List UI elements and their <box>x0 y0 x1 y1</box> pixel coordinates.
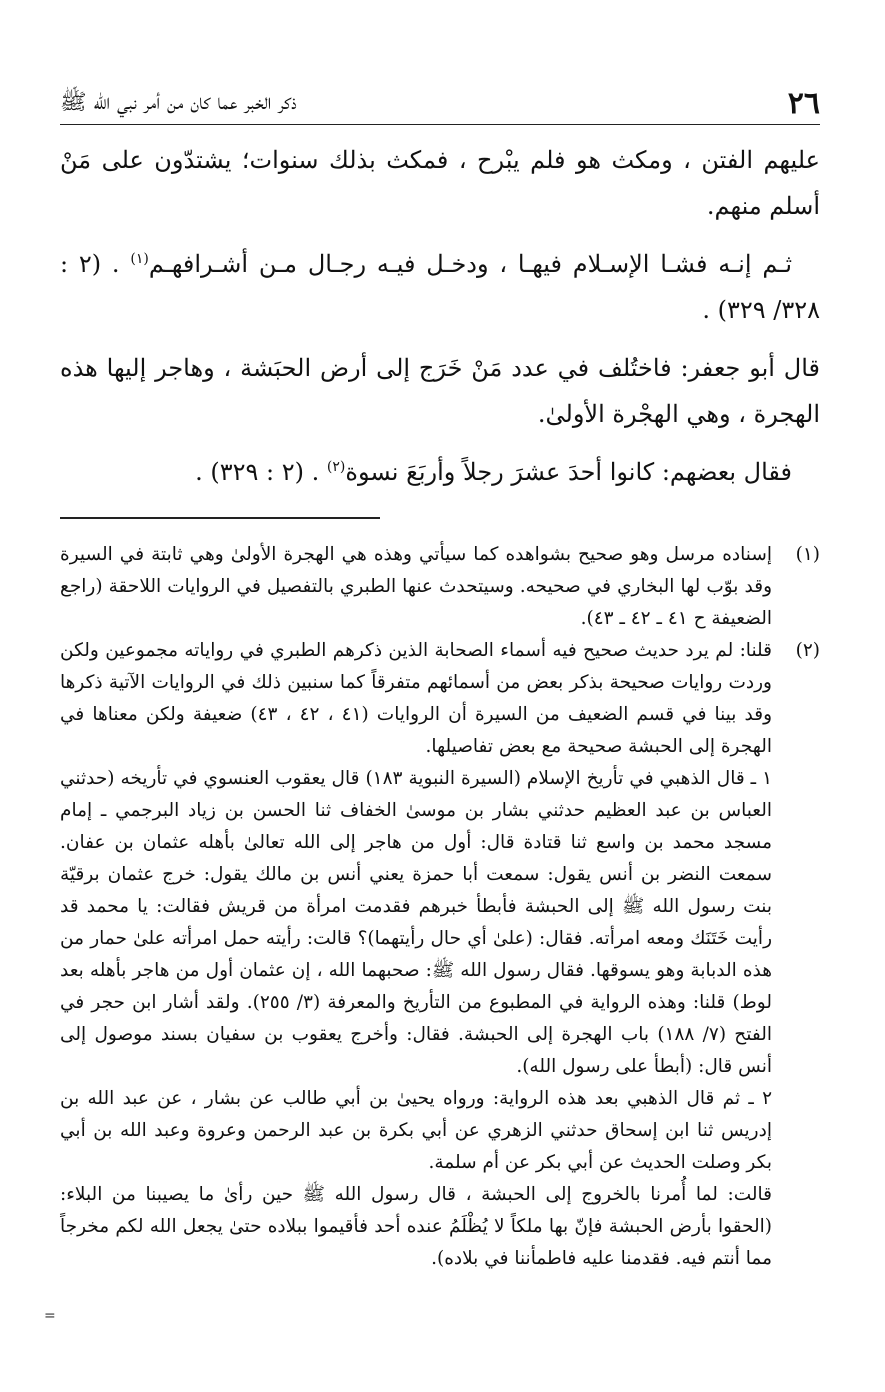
footnote-body <box>60 539 772 635</box>
footnote-marker: (١) <box>795 544 820 565</box>
footnote-ref-2[interactable]: (٢) <box>326 459 346 475</box>
main-text <box>60 137 820 495</box>
running-head: ذكر الخبر عما كان من أمر نبي الله ﷺ <box>60 90 297 115</box>
paragraph-text: عليهم الفتن ، ومكث هو فلم يبْرح ، فمكث بذلك سنوات؛ يشتدّون على مَنْ أسلم منهم. <box>60 146 821 220</box>
paragraph-text: فقال بعضهم: كانوا أحدَ عشرَ رجلاً وأربَعَ نسوة <box>345 458 792 486</box>
footnote-paragraph: ١ ـ قال الذهبي في تأريخ الإسلام (السيرة النبوية ١٨٣) قال يعقوب العنسوي في تأريخه (حدثني العباس بن عبد العظيم حدثني بشار بن موسىٰ الخفاف ثنا الحسن بن زياد البرجمي ـ إمام مسجد محمد بن واسع ثنا قتادة قال: أول من هاجر إلى الله تعالىٰ بأهله عثمان بن عفان. سمعت النضر بن أنس يقول: سمعت أبا حمزة يعني أنس بن مالك يقول: خرج عثمان برقيّة بنت رسول الله ﷺ إلى الحبشة فأبطأ خبرهم فقدمت امرأة من قريش فقالت: يا محمد قد رأيت خَتَنَك ومعه امرأته. فقال: (علىٰ أي حال رأيتهما)؟ قالت: رأيته حمل امرأته علىٰ حمار من هذه الدبابة وهو يسوقها. فقال رسول الله ﷺ: صحبهما الله ، إن عثمان أول من هاجر بأهله بعد لوط) قلنا: وهذه الرواية في المطبوع من التأريخ والمعرفة (٣/ ٢٥٥). ولقد أشار ابن حجر في الفتح (٧/ ١٨٨) باب الهجرة إلى الحبشة. فقال: وأخرج يعقوب بن سفيان بسند موصول إلى أنس قال: (أبطأ على رسول الله). <box>60 768 772 1077</box>
footnote-ref-1[interactable]: (١) <box>130 251 149 267</box>
book-page <box>60 80 820 1275</box>
paragraph-text: ثـم إنـه فشـا الإسـلام فيهـا ، ودخـل فيـه رجـال مـن أشـرافهـم <box>148 250 793 278</box>
footnote-paragraph: قالت: لما أُمرنا بالخروج إلى الحبشة ، قال رسول الله ﷺ حين رأىٰ ما يصيبنا من البلاء: (الحقوا بأرض الحبشة فإنّ بها ملكاً لا يُظْلَمُ عنده أحد فأقيموا ببلاده حتىٰ يجعل الله لكم مخرجاً مما أنتم فيه. فقدمنا عليه فاطمأننا في بلاده). <box>60 1184 772 1269</box>
main-paragraph-4 <box>60 449 820 495</box>
main-paragraph-2 <box>60 241 820 333</box>
citation: . (٢ : ٣٢٩) . <box>195 458 327 486</box>
paragraph-text: قال أبو جعفر: فاختُلف في عدد مَنْ خَرَج إلى أرض الحبَشة ، وهاجر إليها هذه الهجرة ، وهي الهجْرة الأولىٰ. <box>60 354 820 428</box>
main-paragraph-3 <box>60 345 820 437</box>
footnote-2 <box>60 635 820 1275</box>
footnote-marker: (٢) <box>795 640 820 661</box>
footnote-separator <box>60 517 380 519</box>
margin-mark: = <box>44 1308 56 1324</box>
footnote-paragraph: إسناده مرسل وهو صحيح بشواهده كما سيأتي وهذه هي الهجرة الأولىٰ وهي ثابتة في السيرة وقد بوّب لها البخاري في صحيحه. وسيتحدث عنها الطبري بالتفصيل في الروايات اللاحقة (راجع الضعيفة ح ٤١ ـ ٤٢ ـ ٤٣). <box>60 544 772 629</box>
citation: . (٢ : ٣٢٨/ ٣٢٩) . <box>60 250 820 324</box>
footnotes <box>60 539 820 1275</box>
footnote-paragraph: ٢ ـ ثم قال الذهبي بعد هذه الرواية: ورواه يحيىٰ بن أبي طالب عن بشار ، عن عبد الله بن إدريس ثنا ابن إسحاق حدثني الزهري عن أبي بكرة بن عبد الرحمن وعروة وعبد الله بن أبي بكر وصلت الحديث عن أبي بكر عن أم سلمة. <box>60 1088 772 1173</box>
main-paragraph-1 <box>60 137 820 229</box>
page-number: ٢٦ <box>787 86 820 121</box>
page-header <box>60 80 820 125</box>
footnote-1 <box>60 539 820 635</box>
footnote-body <box>60 635 772 1275</box>
footnote-paragraph: قلنا: لم يرد حديث صحيح فيه أسماء الصحابة الذين ذكرهم الطبري في رواياته مجموعين ولكن وردت روايات صحيحة بذكر بعض من أسمائهم متفرقاً كما سنبين ذلك في الروايات الآتية ذكرها وقد بينا في قسم الضعيف من السيرة أن الروايات (٤١ ، ٤٢ ، ٤٣) ضعيفة ولكن معناها في الهجرة إلى الحبشة صحيحة مع بعض تفاصيلها. <box>60 640 773 757</box>
